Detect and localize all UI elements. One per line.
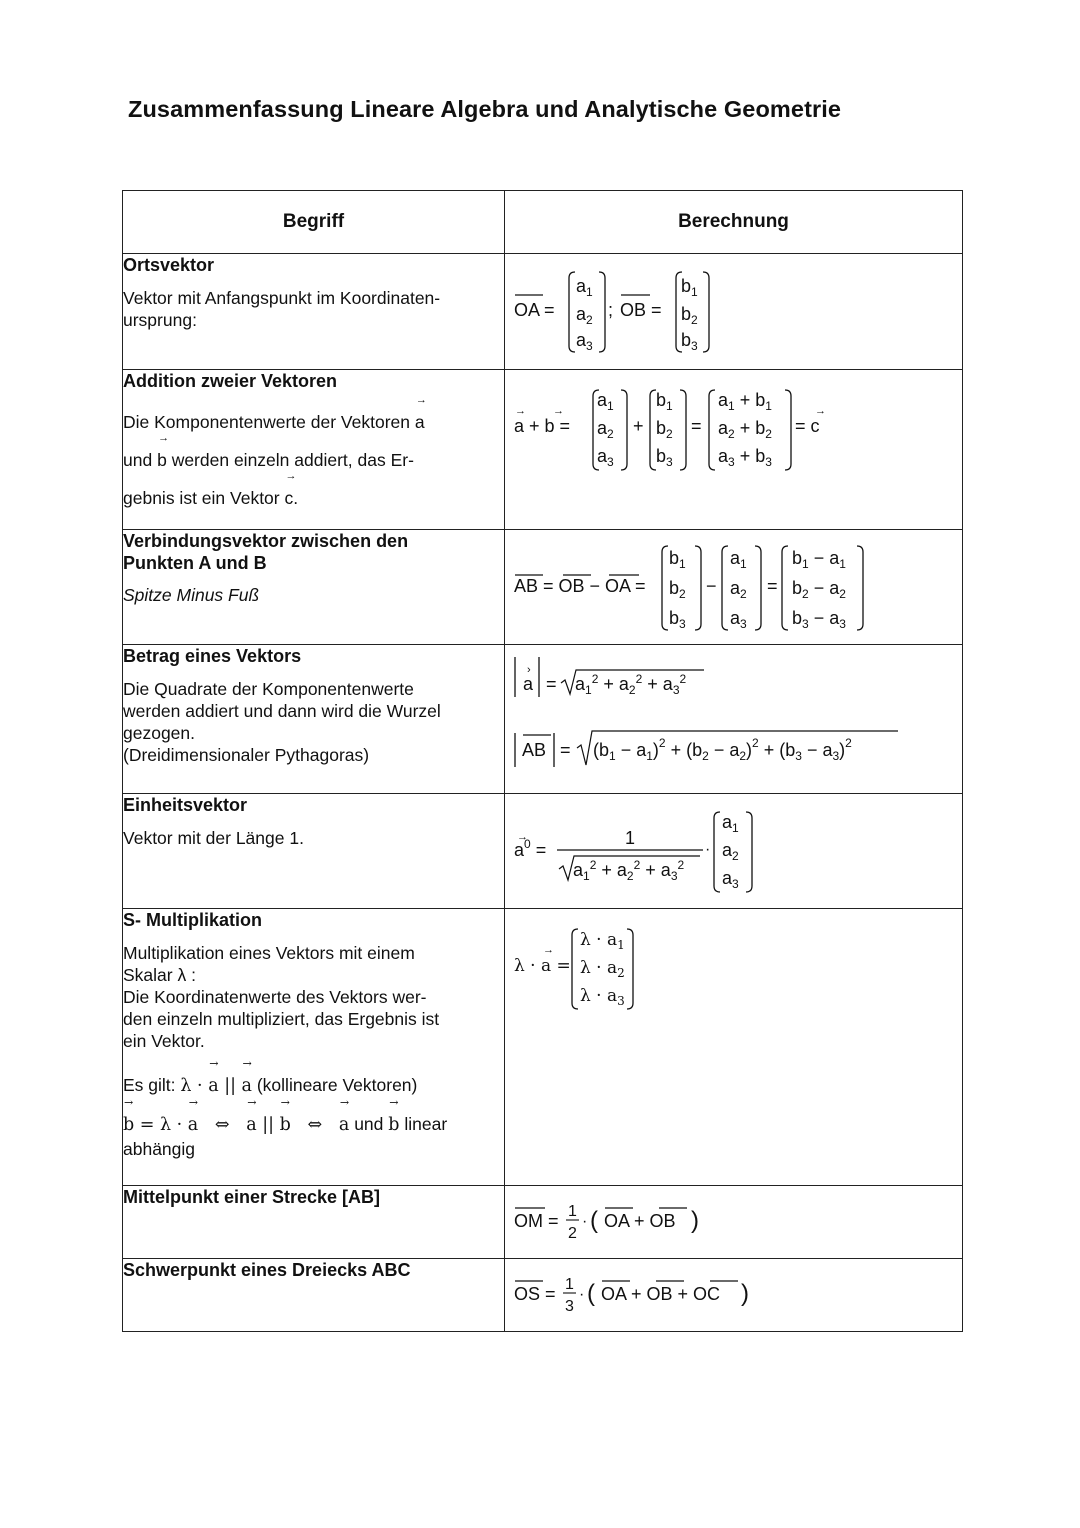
svg-text:λ · a1: $\lambda \cdot a_1$ (580, 930, 625, 952)
term-heading: Mittelpunkt einer Strecke [AB] (123, 1187, 381, 1207)
collinear-formula: λ · → a || → a (180, 1057, 252, 1096)
formula-graphic (505, 794, 961, 906)
term-text-line: den einzeln multipliziert, das Ergebnis ist (123, 1009, 440, 1029)
table-row-verbindungsvektor (123, 530, 963, 645)
term-text: gebnis ist ein Vektor (123, 488, 280, 508)
formula-graphic (505, 909, 961, 1019)
svg-text:b2: $b_2$ (669, 578, 686, 601)
svg-text:a3: $a_3$ (576, 330, 593, 353)
term-cell (123, 794, 505, 909)
table-header-row (123, 191, 963, 254)
svg-text:1: 1 (625, 828, 636, 848)
vector-b: b (157, 450, 167, 470)
svg-text:b2: $b_2$ (656, 418, 673, 441)
svg-text:−: − (706, 576, 717, 596)
term-text-line: ein Vektor. (123, 1031, 205, 1051)
term-text-line: ursprung: (123, 310, 197, 330)
svg-text:b1: $b_1$ (681, 276, 698, 299)
svg-text:·: · (582, 1213, 588, 1230)
svg-text:a12 + a22 + a32: $a_1^2 + a_2^2 + a_3^2$ (573, 858, 685, 883)
svg-text:2: 2 (568, 1225, 577, 1242)
svg-text:=: = (767, 576, 778, 596)
vector-c: c (284, 488, 294, 508)
term-cell: Addition zweier Vektoren Die Komponentenwerte der Vektoren → a und → b werden einzeln addiert, das Er- gebnis ist ein Vektor → c. (123, 370, 505, 530)
term-text-line: (Dreidimensionaler Pythagoras) (123, 745, 370, 765)
formula-graphic (505, 370, 961, 526)
svg-text:a1: $a_1$ (576, 276, 593, 299)
svg-text:→: → (543, 944, 554, 956)
svg-text:a2 + b2: $a_2 + b_2$ (718, 418, 772, 441)
summary-table (122, 190, 963, 1332)
header-begriff: Begriff (123, 191, 505, 254)
svg-text:b3: $b_3$ (669, 608, 686, 631)
term-cell (123, 254, 505, 370)
term-heading: Ortsvektor (123, 255, 215, 275)
svg-text:a2: $a_2$ (576, 304, 593, 327)
formula-mittelpunkt (505, 1186, 963, 1259)
term-text: Die Komponentenwerte der Vektoren (123, 412, 410, 432)
term-text-line: Die Quadrate der Komponentenwerte (123, 679, 414, 699)
term-text: . (293, 488, 299, 508)
term-text-line: Vektor mit Anfangspunkt im Koordinaten- (123, 288, 441, 308)
svg-text:·: · (705, 841, 711, 858)
svg-text:=: = (560, 740, 571, 760)
table-row-addition (123, 370, 963, 530)
term-cell (123, 1259, 505, 1332)
heading-line: Punkten A und B (123, 553, 267, 573)
formula-ortsvektor (505, 254, 963, 370)
term-heading: Schwerpunkt eines Dreiecks ABC (123, 1260, 411, 1280)
term-text: werden einzeln addiert, das Er- (171, 450, 414, 470)
svg-text:b3 − a3: $b_3 - a_3$ (792, 608, 846, 631)
svg-text:3: 3 (565, 1298, 574, 1315)
page-title: Zusammenfassung Lineare Algebra und Analytische Geometrie (128, 96, 842, 122)
formula-schwerpunkt (505, 1259, 963, 1332)
svg-text:a3 + b3: $a_3 + b_3$ (718, 446, 772, 469)
svg-text:a + b =: a + b = (514, 416, 571, 436)
svg-text:a1: $a_1$ (597, 390, 614, 413)
term-text-line: gezogen. (123, 723, 196, 743)
term-heading: Addition zweier Vektoren (123, 371, 338, 391)
term-text-line: Die Koordinatenwerte des Vektors wer- (123, 987, 427, 1007)
svg-text:): ) (741, 1280, 749, 1307)
heading-line: Verbindungsvektor zwischen den (123, 531, 409, 551)
svg-text:→: → (553, 405, 564, 417)
svg-text:λ · a2: $\lambda \cdot a_2$ (580, 958, 625, 980)
svg-text:a3: $a_3$ (722, 868, 739, 891)
svg-text:b1 − a1: $b_1 - a_1$ (792, 548, 846, 571)
term-cell (123, 645, 505, 794)
svg-text:(b1 − a1)2 + (b2 − a2)2 + (b3: $(b_1 - a_1)^2 + (b_2 - a_2)^2 + (b_3 - a_3)^2$ (593, 736, 852, 763)
svg-text:b3: $b_3$ (656, 446, 673, 469)
table-row-schwerpunkt (123, 1259, 963, 1332)
svg-text:OB =: OB = (620, 300, 662, 320)
svg-text:b1: $b_1$ (656, 390, 673, 413)
term-text: Vektor mit der Länge 1. (123, 828, 304, 848)
formula-graphic (505, 254, 961, 366)
svg-text:;: ; (608, 300, 614, 320)
term-text: und (123, 450, 153, 470)
table-row-mittelpunkt (123, 1186, 963, 1259)
header-berechnung: Berechnung (505, 191, 963, 254)
vector-a: a (414, 412, 425, 432)
svg-text:a2: $a_2$ (597, 418, 614, 441)
svg-text:a3: $a_3$ (597, 446, 614, 469)
svg-text:a1 + b1: $a_1 + b_1$ (718, 390, 772, 413)
svg-text:a2: $a_2$ (730, 578, 747, 601)
term-cell (123, 530, 505, 645)
term-cell: S- Multiplikation Multiplikation eines Vektors mit einem Skalar λ : Die Koordinatenwerte des Vektors wer- den einzeln multipliziert, das Ergebnis ist ein Vektor. Es gilt: λ · → a || → a (kollineare Vektoren) → b = λ · → a ⇔ → a || → b ⇔ → a und → b linear abhängig (123, 909, 505, 1186)
term-text-line: werden addiert und dann wird die Wurzel (123, 701, 441, 721)
svg-text:+: + (633, 416, 644, 436)
svg-text:→: → (517, 831, 528, 843)
formula-graphic (505, 1259, 961, 1329)
term-cell (123, 1186, 505, 1259)
equivalence-formula: → b = λ · → a ⇔ → a || → b ⇔ → a (123, 1096, 350, 1135)
svg-text:λ · a3: $\lambda \cdot a_3$ (580, 986, 625, 1008)
svg-text:(: ( (587, 1280, 595, 1307)
svg-text:b2: $b_2$ (681, 304, 698, 327)
term-text: (kollineare Vektoren) (256, 1075, 418, 1095)
svg-text:a3: $a_3$ (730, 608, 747, 631)
svg-text:(: ( (590, 1207, 598, 1234)
svg-text:a12 + a22 + a32: $a_1^2 + a_2^2 + a_3^2$ (575, 672, 687, 697)
table-row-betrag (123, 645, 963, 794)
term-text: linear (404, 1114, 448, 1134)
formula-betrag (505, 645, 963, 794)
term-text: abhängig (123, 1139, 196, 1159)
svg-text:=: = (691, 416, 702, 436)
svg-text:OA + OB: OA + OB (604, 1211, 676, 1231)
svg-text:a1: $a_1$ (722, 812, 739, 835)
svg-text:b2 − a2: $b_2 - a_2$ (792, 578, 846, 601)
formula-graphic (505, 1186, 961, 1256)
svg-text:1: 1 (565, 1276, 574, 1293)
svg-text:a1: $a_1$ (730, 548, 747, 571)
svg-text:a0 =: $a^0$ = (514, 837, 547, 860)
term-text-line: Multiplikation eines Vektors mit einem (123, 943, 415, 963)
term-heading: S- Multiplikation (123, 910, 262, 930)
table-row-ortsvektor (123, 254, 963, 370)
svg-text:OA + OB + OC: OA + OB + OC (601, 1284, 721, 1304)
term-note: Spitze Minus Fuß (123, 585, 260, 605)
svg-text:AB = OB − OA =: AB = OB − OA = (514, 576, 646, 596)
table-row-einheitsvektor (123, 794, 963, 909)
svg-text:): ) (691, 1207, 699, 1234)
term-text: und (354, 1114, 384, 1134)
formula-graphic (505, 645, 961, 791)
formula-graphic (505, 530, 961, 642)
svg-text:·: · (579, 1286, 585, 1303)
svg-text:OM =: OM = (514, 1211, 559, 1231)
svg-text:b1: $b_1$ (669, 548, 686, 571)
term-heading: Einheitsvektor (123, 795, 248, 815)
svg-text:›: › (527, 664, 531, 676)
svg-text:AB: AB (522, 740, 547, 760)
svg-text:→: → (515, 405, 526, 417)
svg-text:→: → (815, 405, 826, 417)
term-heading: Betrag eines Vektors (123, 646, 302, 666)
svg-text:a2: $a_2$ (722, 840, 739, 863)
svg-text:OS =: OS = (514, 1284, 556, 1304)
formula-addition (505, 370, 963, 530)
svg-text:1: 1 (568, 1203, 577, 1220)
svg-text:a: a (523, 674, 534, 694)
term-text-line: Skalar λ : (123, 965, 196, 985)
svg-text:= c: = c (795, 416, 820, 436)
formula-verbindungsvektor (505, 530, 963, 645)
svg-text:λ · a =: λ · a = (514, 956, 571, 976)
svg-text:OA =: OA = (514, 300, 555, 320)
table-row-s-multiplikation (123, 909, 963, 1186)
svg-text:b3: $b_3$ (681, 330, 698, 353)
svg-text:=: = (546, 674, 557, 694)
term-text: Es gilt: (123, 1075, 176, 1095)
formula-einheitsvektor (505, 794, 963, 909)
term-heading (123, 530, 504, 574)
formula-s-multiplikation (505, 909, 963, 1186)
